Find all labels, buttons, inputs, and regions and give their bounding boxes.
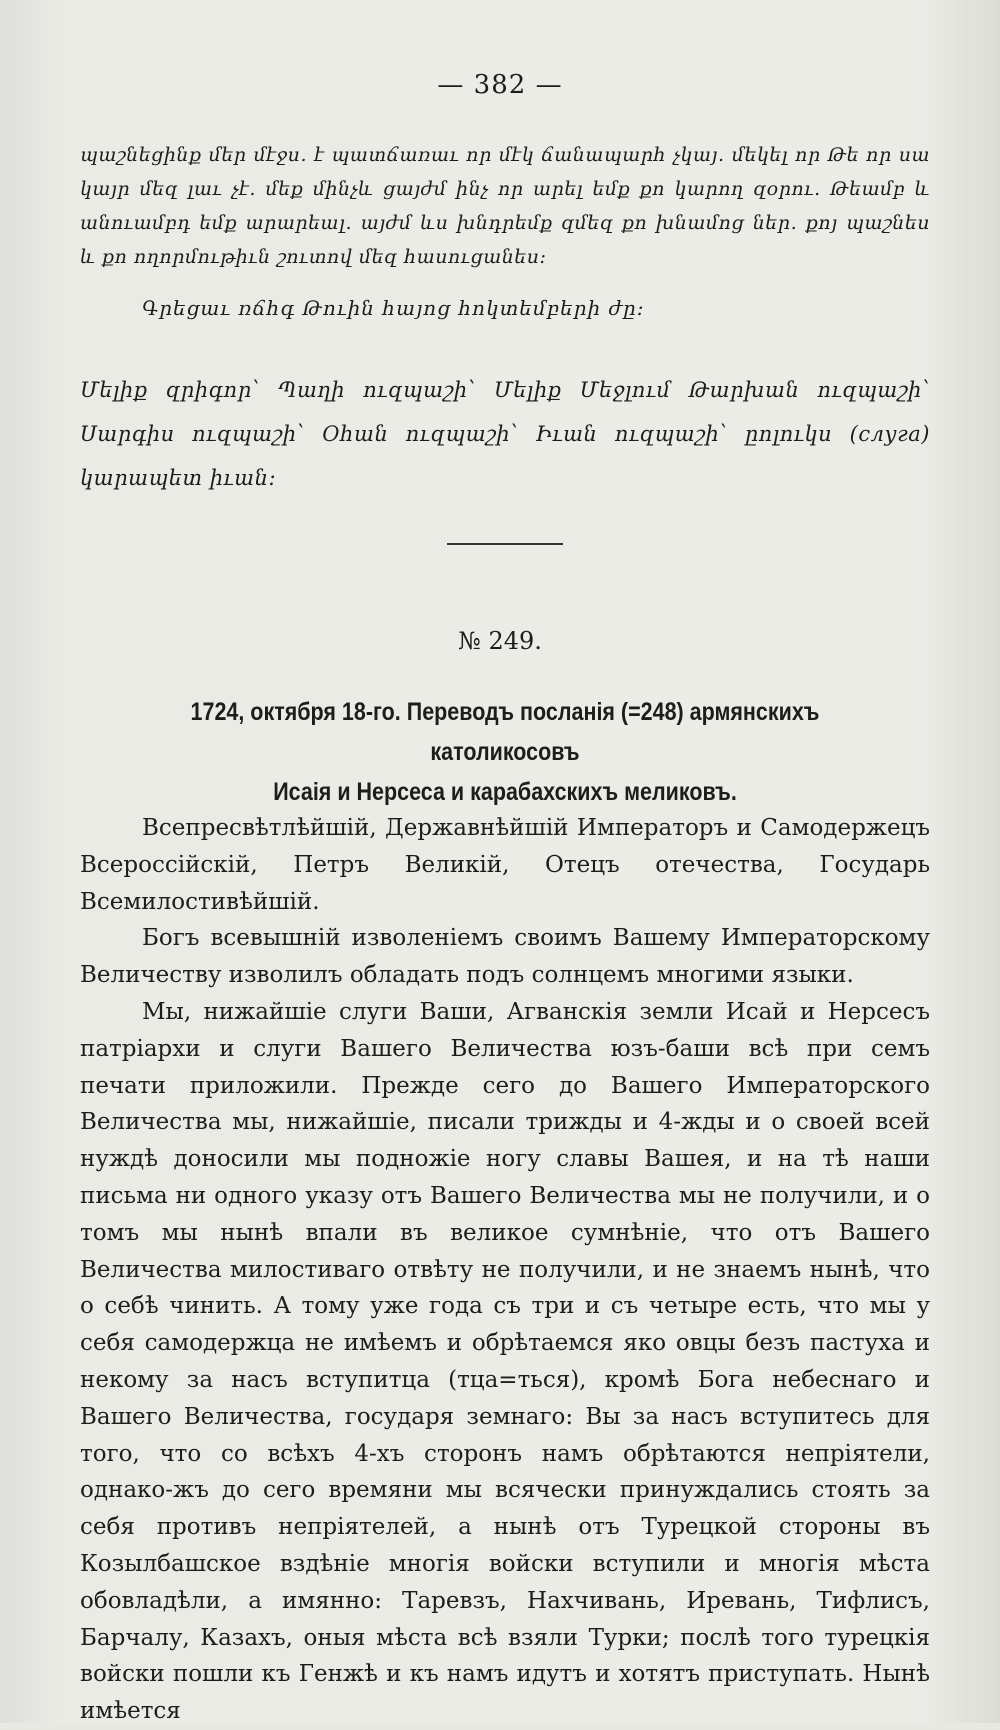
heading-line-1: 1724, октября 18-го. Переводъ посланія (=248) армянскихъ католикосовъ <box>190 698 820 766</box>
paragraph-invocation: Богъ всевышній изволеніемъ своимъ Вашему Императорскому Величеству изволилъ обладать подъ солнцемъ многими языки. <box>80 925 930 989</box>
armenian-paragraph <box>80 138 930 274</box>
signers-block <box>80 368 930 500</box>
paragraph-main: Мы, нижайшіе слуги Ваши, Агванскія земли Исай и Нерсесъ патріархи и слуги Вашего Величества юзъ-баши всѣ при семъ печати приложили. Прежде сего до Вашего Императорского Величества мы, нижайшіе, писали трижды и 4-жды и о своей всей нуждѣ доносили мы подножіе ногу славы Вашея, и на тѣ наши письма ни одного указу отъ Вашего Величества мы не получили, и о томъ мы нынѣ впали въ великое сумнѣніе, что отъ Вашего Величества милостиваго отвѣту не получили, и не знаемъ нынѣ, что о себѣ чинить. А тому уже года съ три и съ четыре есть, что мы у себя самодержца не имѣемъ и обрѣтаемся яко овцы безъ пастуха и некому за насъ вступитца (тца=ться), кромѣ Бога небеснаго и Вашего Величества, государя земнаго: Вы за насъ вступитесь для того, что со всѣхъ 4-хъ сторонъ намъ обрѣтаются непріятели, однако-жъ до сего времяни мы всячески принуждались стоять за себя противъ непріятелей, а нынѣ отъ Турецкой стороны въ Козылбашское вздѣніе многія войски вступили и многія мѣста обовладѣли, а имянно: Таревзъ, Нахчивань, Иревань, Тифлисъ, Барчалу, Казахъ, оныя мѣста всѣ взяли Турки; послѣ того турецкія войски пошли къ Генжѣ и къ намъ идутъ и хотятъ приступать. Нынѣ имѣется <box>80 998 930 1725</box>
page-number: — 382 — <box>437 70 563 100</box>
paragraph-salutation: Всепресвѣтлѣйшій, Державнѣйшій Императоръ и Самодержецъ Всероссійскій, Петръ Великій, Отецъ отечества, Государь Всемилостивѣйшій. <box>80 815 930 915</box>
heading-line-2: Исаія и Нерсеса и карабахскихъ меликовъ. <box>273 778 737 806</box>
document-heading <box>140 692 871 812</box>
armenian-date-line: Գրեցաւ ռճհգ Թուին հայոց հոկտեմբերի ժը։ <box>142 296 645 320</box>
signers-text: Մելիք զրիգոր՝ Պաղի ուզպաշի՝ Մելիք Մեջլում Թարխան ուզպաշի՝ Սարգիս ուզպաշի՝ Օհան ուզպաշի՝ Իւան ուզպաշի՝ ըոլուկս (слуга) կարապետ իւան։ <box>80 378 930 490</box>
section-divider <box>447 543 563 545</box>
armenian-paragraph-text: պաշնեցինք մեր մէջս․ է պատճառաւ որ մէկ ճանապարհ չկայ․ մեկել որ Թե որ սա կայր մեզ լաւ չէ․ մեք մինչև ցայժմ ինչ որ արել եմք քո կարող զօրու․ Թեամբ և անուամբդ եմք արարեալ․ այժմ ևս խնդրեմք զմեզ քո խնամոց ներ․ քոյ պաշնես և քո ողորմութիւն շուտով մեզ հասուցանես։ <box>80 144 930 268</box>
document-number: № 249. <box>458 627 542 655</box>
body-text <box>80 810 930 1730</box>
